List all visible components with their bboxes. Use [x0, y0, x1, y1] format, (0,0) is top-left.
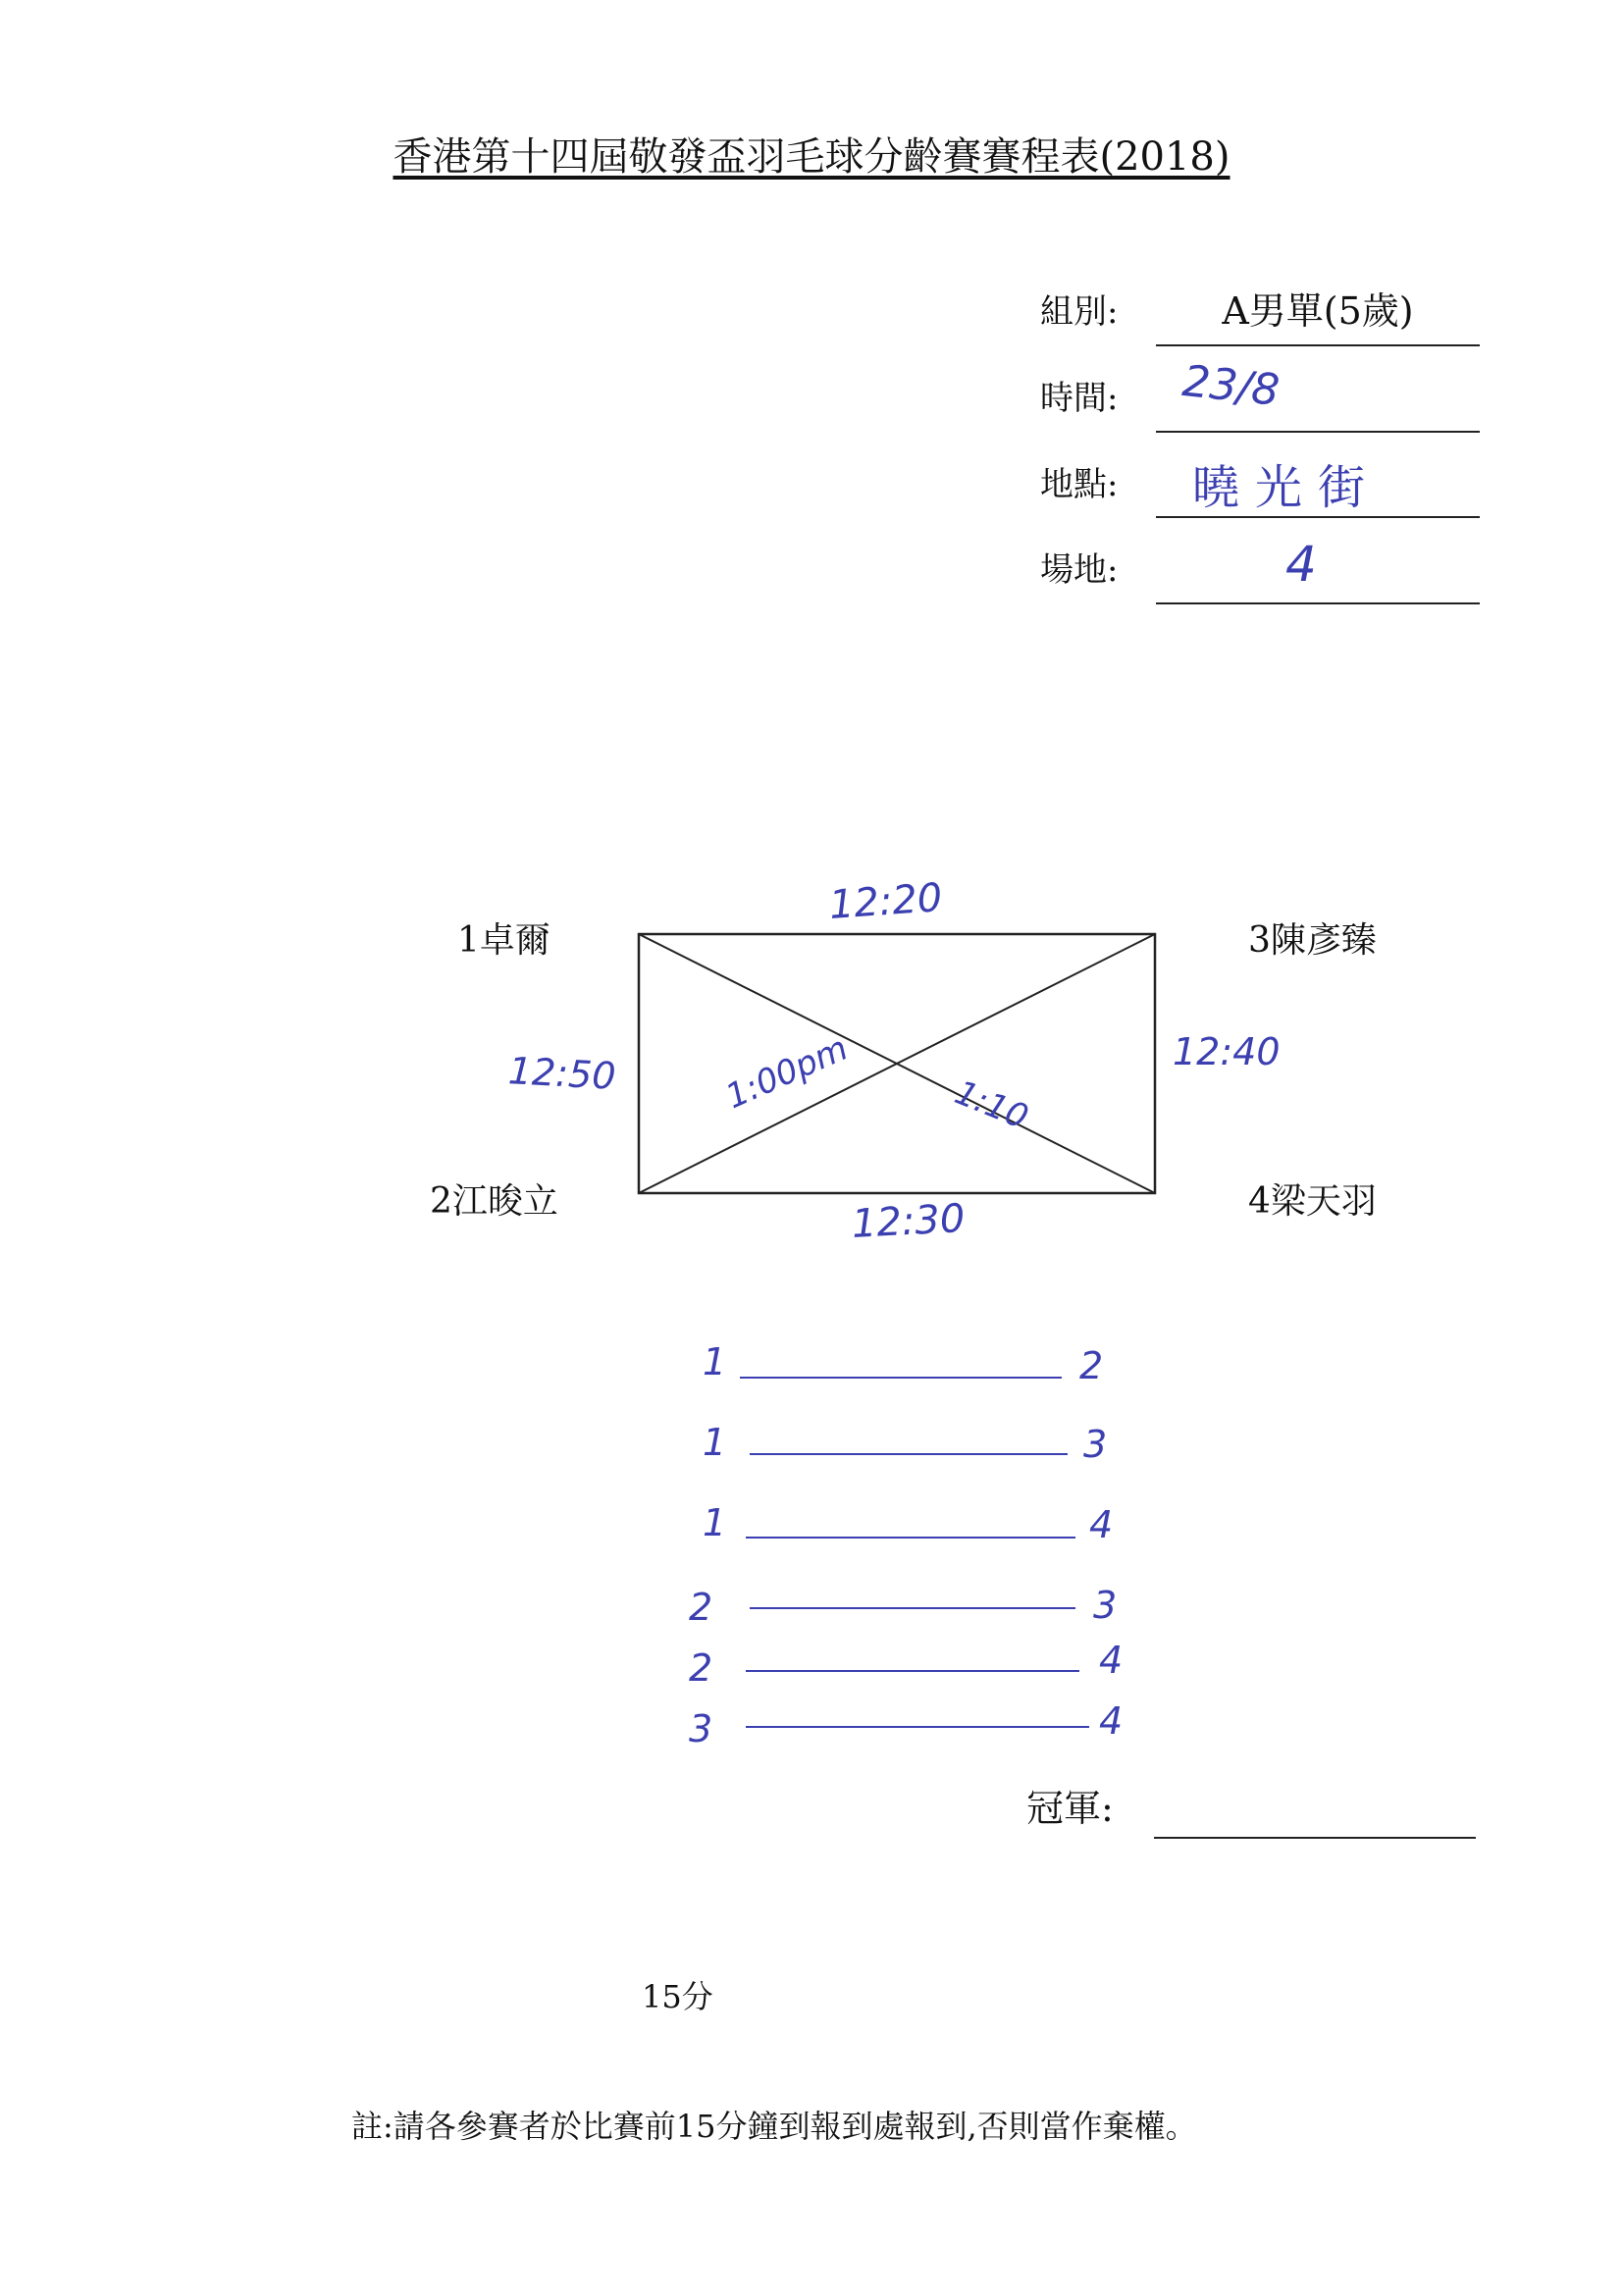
matchup-player-a: 1 — [703, 1501, 727, 1544]
time-left: 12:50 — [506, 1049, 617, 1098]
player-4: 4梁天羽 — [1248, 1181, 1377, 1222]
matchup-line — [750, 1607, 1075, 1609]
matchup-line — [746, 1537, 1075, 1539]
matchup-line — [740, 1377, 1062, 1379]
time-top: 12:20 — [827, 875, 944, 928]
matchup-player-a: 2 — [689, 1586, 713, 1629]
matchup-player-b: 2 — [1079, 1344, 1104, 1387]
champion-label: 冠軍: — [1026, 1787, 1114, 1830]
group-value: A男單(5歲) — [1222, 289, 1414, 333]
page-title: 香港第十四屆敬發盃羽毛球分齡賽賽程表(2018) — [393, 134, 1230, 180]
court-value: 4 — [1285, 536, 1317, 593]
matchup-player-a: 1 — [703, 1421, 727, 1464]
venue-label: 地點: — [1040, 465, 1119, 504]
matchup-player-b: 4 — [1099, 1699, 1124, 1743]
matchup-player-a: 1 — [703, 1340, 727, 1383]
venue-value: 曉光街 — [1192, 460, 1382, 515]
player-1: 1卓爾 — [457, 920, 550, 961]
champion-underline — [1154, 1837, 1476, 1839]
time-diagonal-right: 1:10 — [949, 1072, 1034, 1138]
footnote: 註:請各參賽者於比賽前15分鐘到報到處報到,否則當作棄權。 — [351, 2108, 1197, 2145]
time-label: 時間: — [1040, 379, 1119, 418]
matchup-player-b: 4 — [1089, 1503, 1114, 1546]
player-2: 2江晙立 — [430, 1181, 558, 1222]
matchup-player-b: 3 — [1093, 1584, 1118, 1627]
matchup-line — [746, 1670, 1079, 1672]
court-label: 場地: — [1040, 550, 1119, 590]
player-3: 3陳彥臻 — [1248, 920, 1377, 961]
matchup-player-b: 4 — [1099, 1639, 1124, 1682]
time-diagonal-left: 1:00pm — [719, 1028, 854, 1118]
time-bottom: 12:30 — [850, 1196, 967, 1247]
match-duration: 15分 — [642, 1978, 713, 2015]
time-value: 23/8 — [1179, 355, 1283, 417]
matchup-player-b: 3 — [1083, 1423, 1108, 1466]
matchup-line — [750, 1453, 1068, 1455]
group-label: 組別: — [1040, 292, 1119, 332]
matchup-player-a: 2 — [689, 1646, 713, 1690]
time-right: 12:40 — [1173, 1030, 1281, 1073]
matchup-line — [746, 1726, 1089, 1728]
matchup-player-a: 3 — [689, 1707, 713, 1750]
